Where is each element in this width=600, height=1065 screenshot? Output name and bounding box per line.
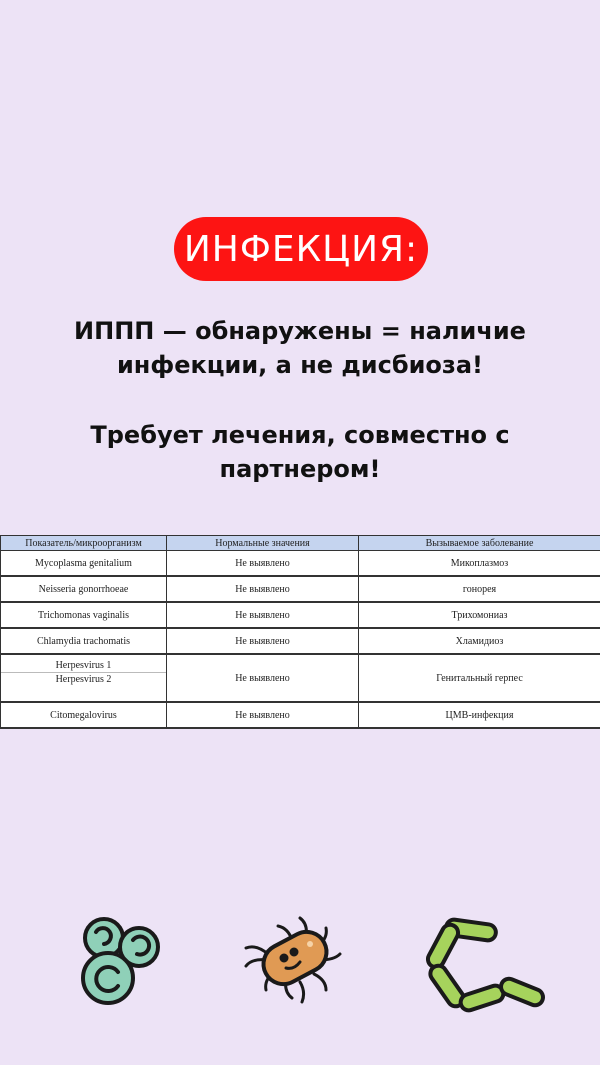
norm-cell: Не выявлено [167,702,359,728]
infection-badge-label: ИНФЕКЦИЯ: [183,228,419,270]
table-row [1,602,600,628]
organism-cell-herpes [1,654,167,702]
disease-cell: ЦМВ-инфекция [359,702,600,728]
column-header-norm: Нормальные значения [167,536,359,551]
norm-cell: Не выявлено [167,654,359,702]
disease-cell: Трихомониаз [359,602,600,628]
disease-cell: Генитальный герпес [359,654,600,702]
norm-cell: Не выявлено [167,551,359,577]
headline-diagnosis-line2: инфекции, а не дисбиоза! [116,351,483,379]
headline-diagnosis [40,314,560,382]
table-header-row [1,536,600,551]
column-header-organism: Показатель/микроорганизм [1,536,167,551]
table-row [1,702,600,728]
organism-herpes-2: Herpesvirus 2 [55,674,112,685]
disease-cell: Хламидиоз [359,628,600,654]
norm-cell: Не выявлено [167,602,359,628]
disease-cell: Микоплазмоз [359,551,600,577]
lab-results-table [0,535,600,729]
organism-cell: Mycoplasma genitalium [1,551,167,577]
headline-treatment-line2: партнером! [219,455,381,483]
table-row [1,551,600,577]
organism-cell: Neisseria gonorrhoeae [1,576,167,602]
organism-cell: Chlamydia trachomatis [1,628,167,654]
norm-cell: Не выявлено [167,628,359,654]
headline-treatment [40,418,560,486]
organism-cell: Trichomonas vaginalis [1,602,167,628]
table-row [1,654,600,702]
rod-bacteria-chain-icon [425,919,545,1013]
organism-cell: Citomegalovirus [1,702,167,728]
headline-diagnosis-line1: ИППП — обнаружены = наличие [74,317,526,345]
flagellated-bacterium-icon [246,918,340,1002]
bacteria-illustrations [0,900,600,1020]
cocci-bacteria-icon [83,919,158,1003]
table-row [1,628,600,654]
table-row [1,576,600,602]
norm-cell: Не выявлено [167,576,359,602]
organism-herpes-1: Herpesvirus 1 [1,659,166,673]
column-header-disease: Вызываемое заболевание [359,536,600,551]
headline-treatment-line1: Требует лечения, совместно с [90,421,510,449]
infection-badge [174,217,428,281]
disease-cell: гонорея [359,576,600,602]
